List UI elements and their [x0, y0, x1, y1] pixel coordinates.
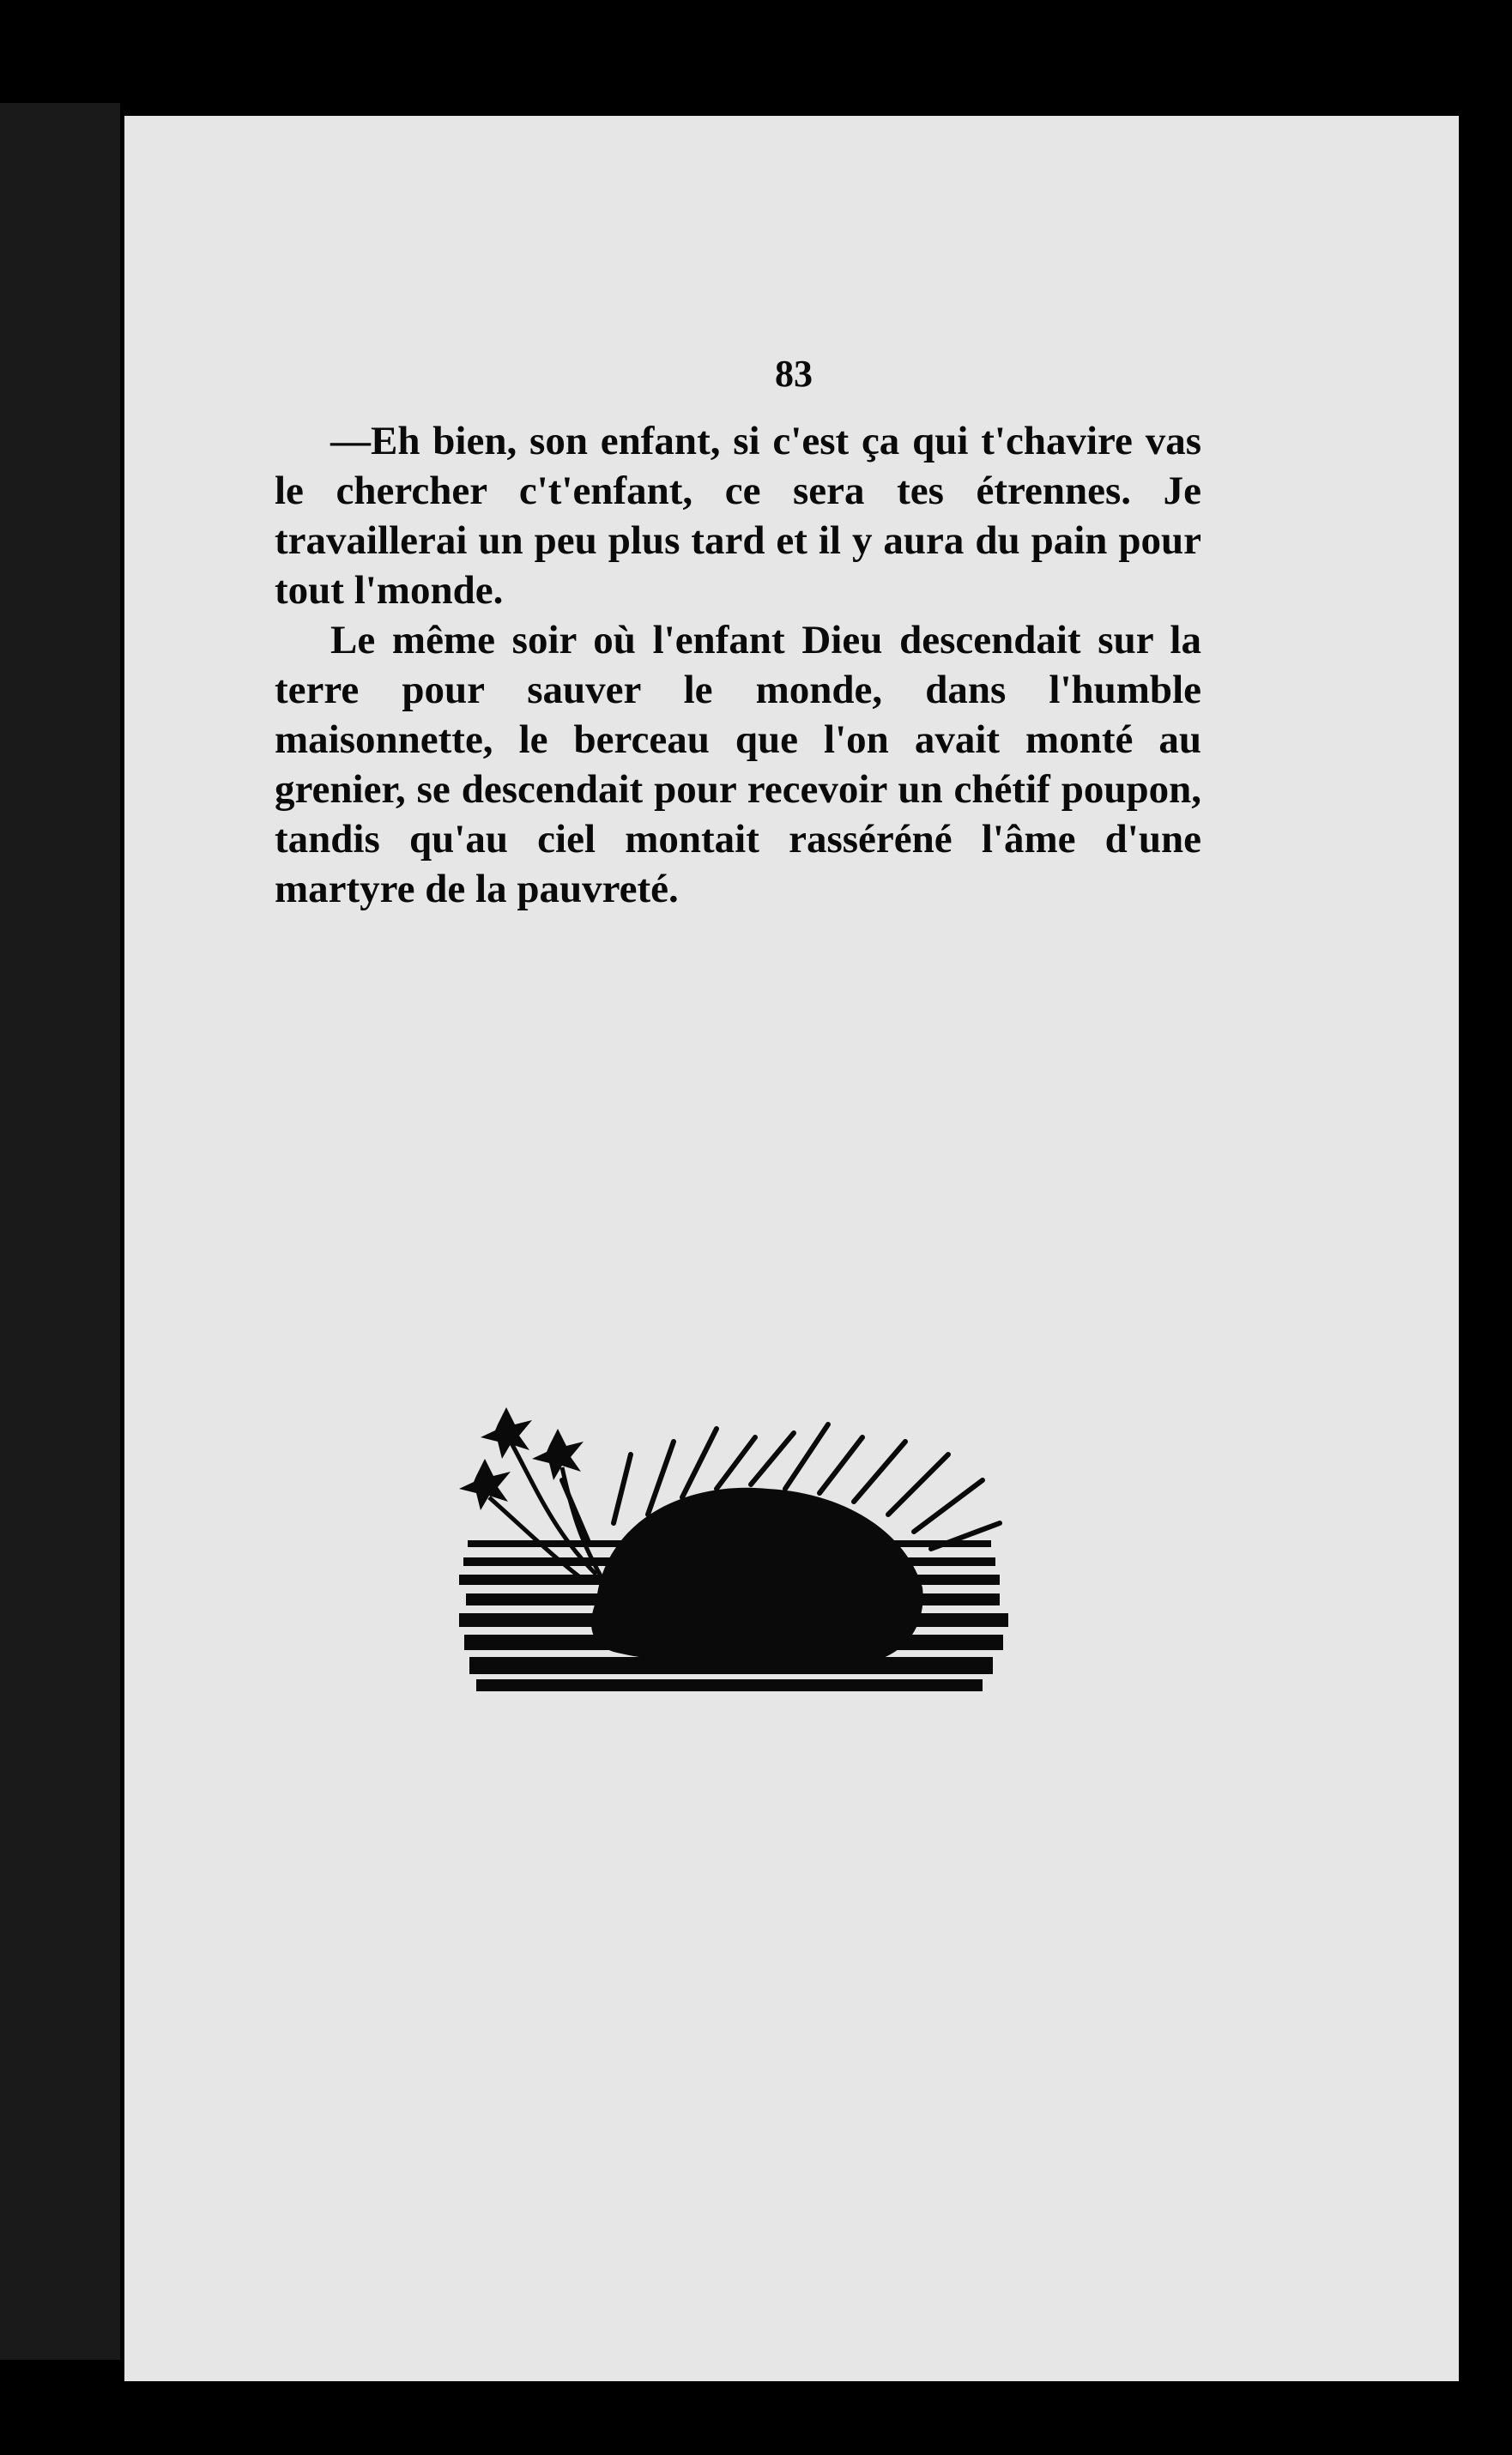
- paragraph-1: —Eh bien, son enfant, si c'est ça qui t'chavire vas le chercher c't'enfant, ce sera tes étrennes. Je travaillerai un peu plus tard et il y aura du pain pour tout l'monde.: [275, 419, 1201, 613]
- book-page: [124, 116, 1459, 2381]
- woodcut-vignette: [459, 1403, 1008, 1699]
- paragraph-2: Le même soir où l'enfant Dieu descendait sur la terre pour sauver le monde, dans l'humble maisonnette, le berceau que l'on avait monté au grenier, se descendait pour recevoir un chétif poupon, tandis qu'au ciel montait rasséréné l'âme d'une martyre de la pauvreté.: [275, 618, 1201, 911]
- previous-page-edge: [0, 103, 120, 2360]
- body-text: [275, 416, 1201, 914]
- page-number: 83: [775, 353, 813, 395]
